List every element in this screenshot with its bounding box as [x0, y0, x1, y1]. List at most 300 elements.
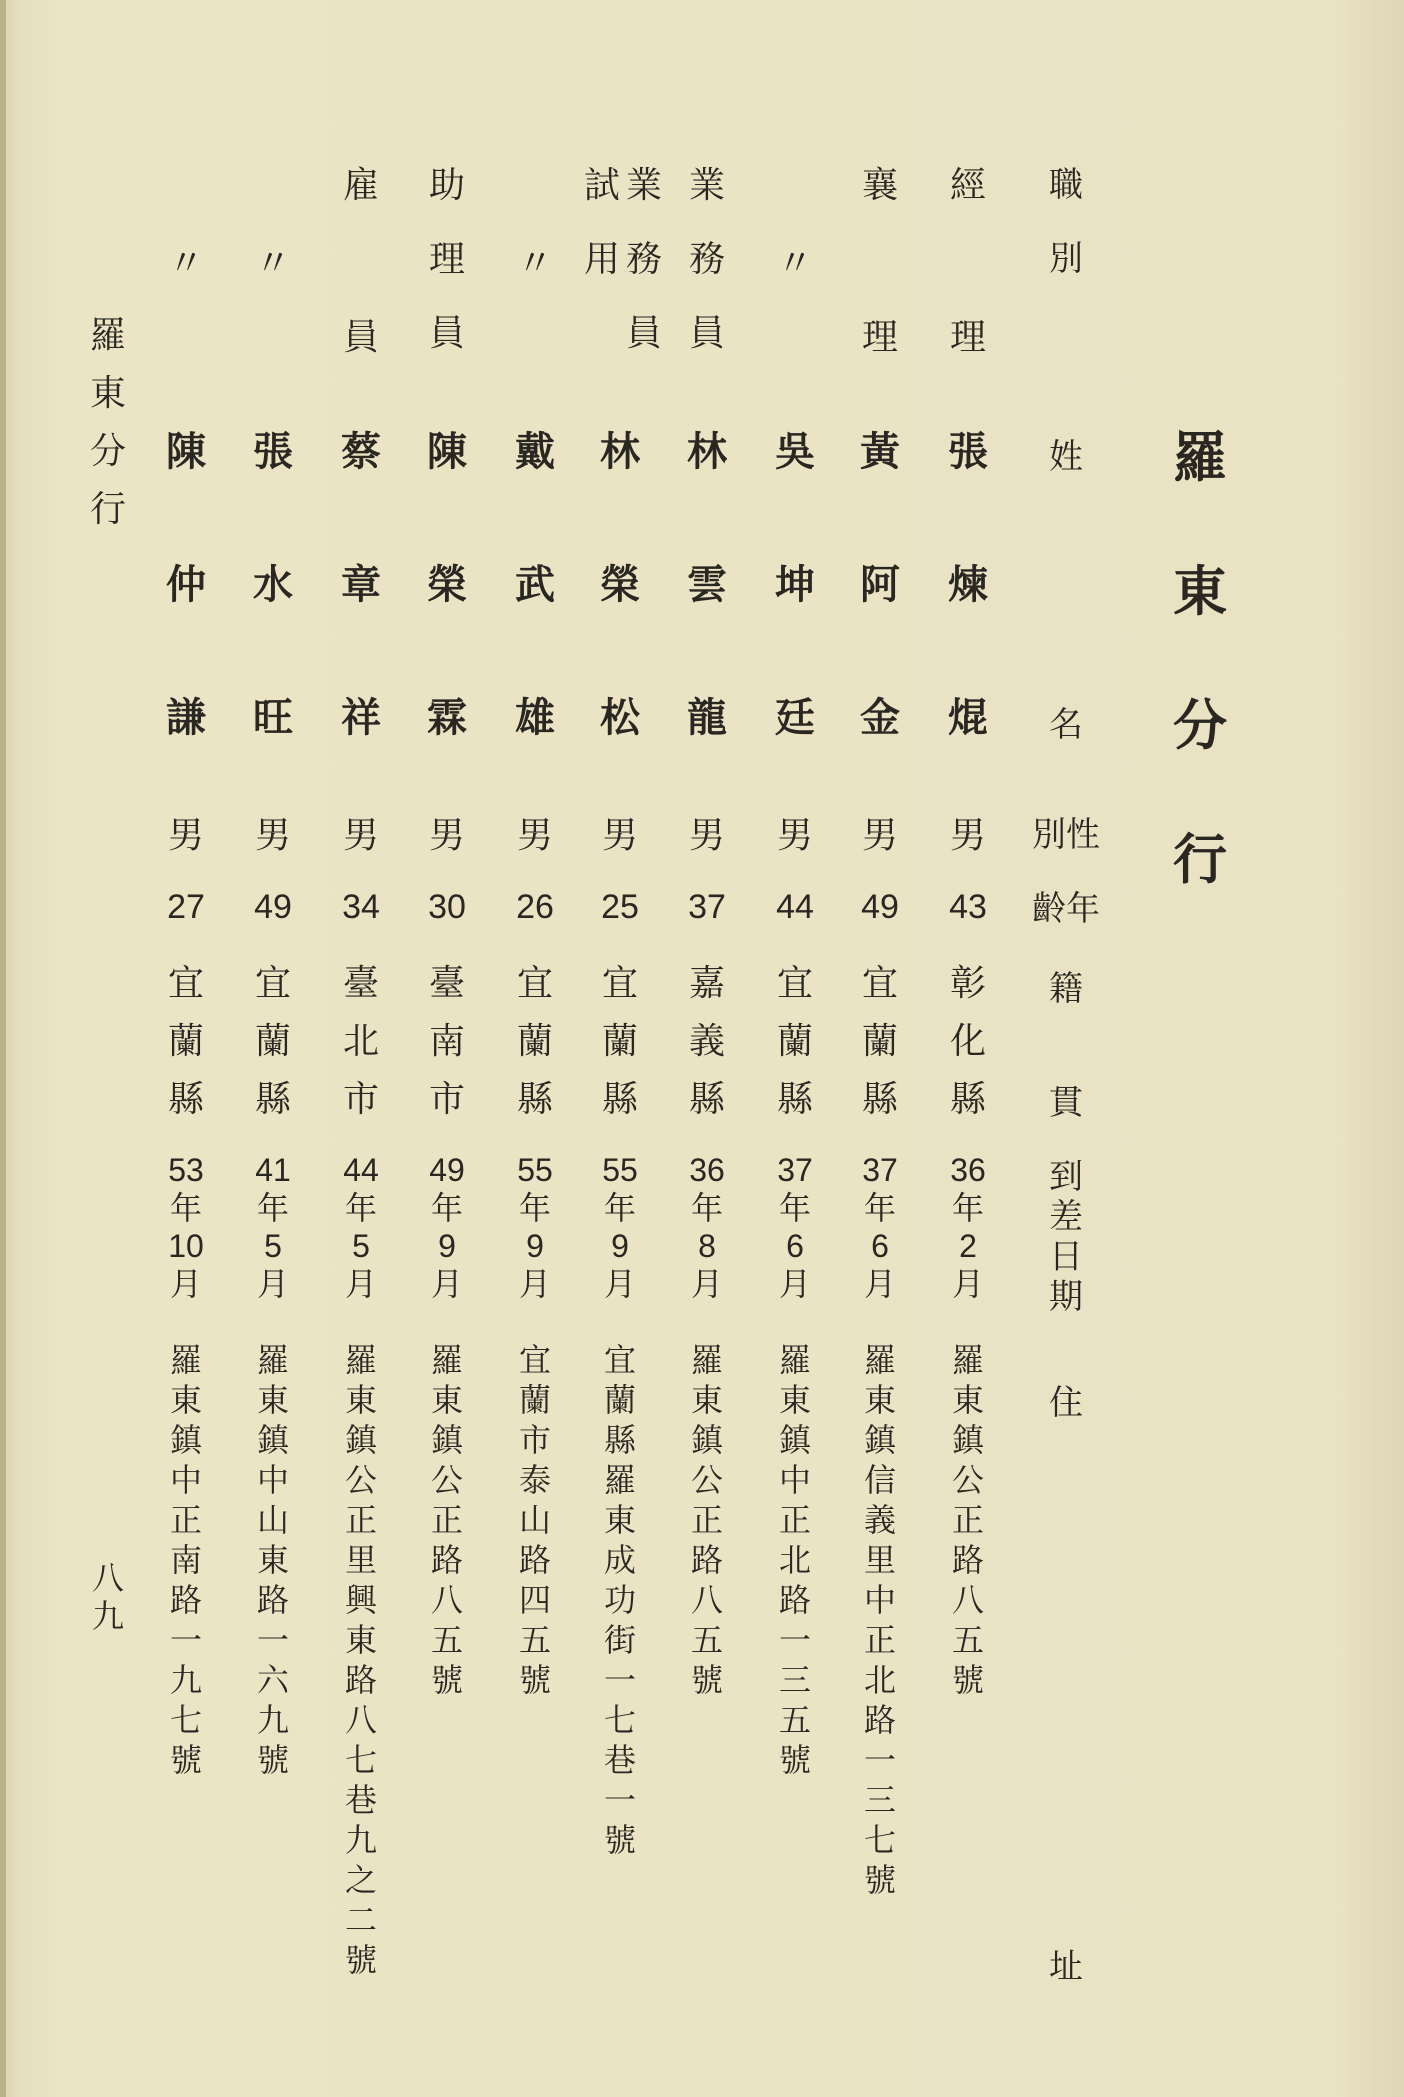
row-3-arrival-date-char: 月: [778, 1266, 811, 1302]
row-3-address-char: 中: [778, 1461, 811, 1499]
row-10-address-char: 正: [169, 1501, 202, 1539]
row-9-name: [243, 428, 303, 831]
row-10-address-char: 一: [169, 1621, 202, 1659]
row-7-arrival-date: [417, 1154, 477, 1306]
row-5-origin-char: 縣: [601, 1079, 638, 1120]
row-5-position-b-char: 試: [583, 165, 620, 206]
row-1-name: [938, 428, 998, 831]
row-5-arrival-date-char: 9: [611, 1228, 629, 1264]
row-9-position-char: 〃: [254, 243, 291, 284]
row-5-origin-char: 蘭: [601, 1021, 638, 1062]
row-7-address-char: 公: [430, 1461, 463, 1499]
row-4-position-char: 務: [688, 239, 725, 280]
row-8-address-char: 之: [344, 1861, 377, 1899]
header-address-2-char: 址: [1049, 1947, 1083, 1987]
row-6-sex: [505, 815, 565, 868]
row-1-position-1-char: 經: [949, 165, 986, 206]
row-9-sex-char: 男: [254, 815, 291, 856]
row-1-sex-char: 男: [949, 815, 986, 856]
row-10-position: [156, 243, 216, 306]
row-1-position-2-char: 理: [949, 317, 986, 358]
row-7-address: [417, 1341, 477, 1704]
row-5-address-char: 號: [603, 1821, 636, 1859]
row-5-name-char: 松: [600, 694, 640, 741]
row-5-address-char: 一: [603, 1661, 636, 1699]
row-6-age: 26: [516, 888, 554, 926]
row-6-origin: [505, 963, 565, 1140]
row-7-name-char: 陳: [427, 428, 467, 475]
row-10-arrival-date-char: 53: [168, 1152, 204, 1188]
row-7-origin-char: 臺: [428, 963, 465, 1004]
row-5-address-char: 羅: [603, 1461, 636, 1499]
row-9-name-char: 水: [253, 561, 293, 608]
row-1-name-char: 煉: [948, 561, 988, 608]
row-7-arrival-date-char: 月: [430, 1266, 463, 1302]
row-9-address-char: 中: [256, 1461, 289, 1499]
row-10-name-char: 仲: [166, 561, 206, 608]
row-7-name-char: 霖: [427, 694, 467, 741]
row-8-name-char: 章: [341, 561, 381, 608]
row-10-arrival-date-char: 月: [169, 1266, 202, 1302]
row-10-arrival-date-char: 10: [168, 1228, 204, 1264]
row-5-arrival-date-char: 年: [603, 1190, 636, 1226]
row-2-sex-char: 男: [861, 815, 898, 856]
row-5-address-char: 街: [603, 1621, 636, 1659]
row-7-position: [417, 165, 477, 390]
row-4-address-char: 五: [690, 1621, 723, 1659]
row-10-arrival-date: [156, 1154, 216, 1306]
row-10-address-char: 七: [169, 1701, 202, 1739]
row-9-name-char: 張: [253, 428, 293, 475]
row-7-address-char: 路: [430, 1541, 463, 1579]
row-8-address-char: 七: [344, 1741, 377, 1779]
header-name-1: [1036, 437, 1096, 500]
row-2-address-char: 北: [863, 1661, 896, 1699]
row-9-address-char: 六: [256, 1661, 289, 1699]
row-2-address-char: 信: [863, 1461, 896, 1499]
row-4-origin-char: 縣: [688, 1079, 725, 1120]
row-3-address-char: 北: [778, 1541, 811, 1579]
row-4-name-char: 龍: [687, 694, 727, 741]
page-number-char: 九: [91, 1597, 124, 1635]
row-9-position: [243, 243, 303, 306]
header-position: [1036, 165, 1096, 316]
row-4-arrival-date-char: 月: [690, 1266, 723, 1302]
row-10-origin-char: 宜: [167, 963, 204, 1004]
row-7-origin: [417, 963, 477, 1140]
row-10-name-char: 陳: [166, 428, 206, 475]
row-2-arrival-date-char: 6: [871, 1228, 889, 1264]
row-7-arrival-date-char: 年: [430, 1190, 463, 1226]
row-7-name: [417, 428, 477, 831]
row-9-origin: [243, 963, 303, 1140]
row-9-arrival-date-char: 41: [255, 1152, 291, 1188]
row-4-position-char: 業: [688, 165, 725, 206]
row-8-address-char: 巷: [344, 1781, 377, 1819]
row-8-origin-char: 臺: [342, 963, 379, 1004]
header-sex: [1032, 815, 1100, 858]
row-2-age: 49: [861, 888, 899, 926]
row-6-origin-char: 縣: [516, 1079, 553, 1120]
row-4-address-char: 公: [690, 1461, 723, 1499]
row-9-origin-char: 縣: [254, 1079, 291, 1120]
row-3-sex-char: 男: [776, 815, 813, 856]
row-2-name: [850, 428, 910, 831]
row-3-address-char: 一: [778, 1621, 811, 1659]
row-5-address-char: 宜: [603, 1341, 636, 1379]
header-origin-2: [1036, 1083, 1096, 1146]
row-9-address-char: 山: [256, 1501, 289, 1539]
row-1-origin-char: 縣: [949, 1079, 986, 1120]
row-6-name: [505, 428, 565, 831]
row-3-name: [765, 428, 825, 831]
row-3-name-char: 坤: [775, 561, 815, 608]
header-arrival: [1036, 1157, 1096, 1320]
row-2-origin-char: 縣: [861, 1079, 898, 1120]
row-4-sex-char: 男: [688, 815, 725, 856]
row-2-address-char: 義: [863, 1501, 896, 1539]
row-10-address-char: 羅: [169, 1341, 202, 1379]
row-5-arrival-date-char: 月: [603, 1266, 636, 1302]
page-title: [1170, 425, 1230, 966]
row-2-sex: [850, 815, 910, 868]
row-9-arrival-date-char: 月: [256, 1266, 289, 1302]
side-branch-label-char: 東: [89, 373, 126, 414]
row-6-arrival-date-char: 9: [526, 1228, 544, 1264]
row-9-arrival-date: [243, 1154, 303, 1306]
row-3-arrival-date-char: 37: [777, 1152, 813, 1188]
row-10-address-char: 號: [169, 1741, 202, 1779]
row-5-origin-char: 宜: [601, 963, 638, 1004]
row-10-origin-char: 蘭: [167, 1021, 204, 1062]
row-1-address-char: 號: [951, 1661, 984, 1699]
row-6-origin-char: 宜: [516, 963, 553, 1004]
row-5-address-char: 七: [603, 1701, 636, 1739]
row-5-position-a-char: 員: [625, 313, 662, 354]
row-8-address-char: 東: [344, 1621, 377, 1659]
row-2-position-1: [850, 165, 910, 228]
row-9-arrival-date-char: 年: [256, 1190, 289, 1226]
row-4-sex: [677, 815, 737, 868]
row-7-address-char: 五: [430, 1621, 463, 1659]
row-3-sex: [765, 815, 825, 868]
row-4-age: 37: [688, 888, 726, 926]
row-6-position-char: 〃: [516, 243, 553, 284]
row-6-address-char: 路: [518, 1541, 551, 1579]
row-7-address-char: 號: [430, 1661, 463, 1699]
row-5-address-char: 一: [603, 1781, 636, 1819]
row-1-address-char: 正: [951, 1501, 984, 1539]
row-4-name-char: 林: [687, 428, 727, 475]
row-6-arrival-date: [505, 1154, 565, 1306]
row-4-arrival-date-char: 年: [690, 1190, 723, 1226]
row-8-address-char: 號: [344, 1941, 377, 1979]
header-address-2: [1036, 1947, 1096, 2010]
page-title-char: 分: [1173, 693, 1227, 757]
page-number-char: 八: [91, 1559, 124, 1597]
row-2-address-char: 路: [863, 1701, 896, 1739]
row-8-address-char: 里: [344, 1541, 377, 1579]
row-1-address-char: 鎮: [951, 1421, 984, 1459]
row-7-address-char: 東: [430, 1381, 463, 1419]
row-5-position-a-char: 業: [625, 165, 662, 206]
row-8-address-char: 鎮: [344, 1421, 377, 1459]
row-1-address-char: 八: [951, 1581, 984, 1619]
row-4-address-char: 八: [690, 1581, 723, 1619]
header-name-2: [1036, 705, 1096, 768]
row-10-address-char: 路: [169, 1581, 202, 1619]
row-5-address-char: 成: [603, 1541, 636, 1579]
row-4-arrival-date: [677, 1154, 737, 1306]
row-8-address-char: 八: [344, 1701, 377, 1739]
row-5-position-b-char: 用: [583, 239, 620, 280]
row-6-arrival-date-char: 月: [518, 1266, 551, 1302]
row-6-address-char: 號: [518, 1661, 551, 1699]
row-1-arrival-date: [938, 1154, 998, 1306]
row-2-arrival-date-char: 37: [862, 1152, 898, 1188]
row-3-name-char: 吳: [775, 428, 815, 475]
row-5-sex-char: 男: [601, 815, 638, 856]
row-10-age: 27: [167, 888, 205, 926]
row-2-address-char: 正: [863, 1621, 896, 1659]
row-8-position-1: [331, 165, 391, 228]
row-5-arrival-date: [590, 1154, 650, 1306]
row-7-name-char: 榮: [427, 561, 467, 608]
row-1-name-char: 焜: [948, 694, 988, 741]
row-2-address-char: 鎮: [863, 1421, 896, 1459]
row-10-origin-char: 縣: [167, 1079, 204, 1120]
row-4-arrival-date-char: 8: [698, 1228, 716, 1264]
row-7-position-char: 理: [428, 239, 465, 280]
row-2-address-char: 號: [863, 1861, 896, 1899]
row-3-age: 44: [776, 888, 814, 926]
page-title-char: 羅: [1173, 425, 1227, 489]
row-7-sex: [417, 815, 477, 868]
row-10-address-char: 南: [169, 1541, 202, 1579]
row-2-name-char: 阿: [860, 561, 900, 608]
row-6-name-char: 戴: [515, 428, 555, 475]
row-4-origin: [677, 963, 737, 1140]
row-7-position-char: 助: [428, 165, 465, 206]
row-5-address-char: 縣: [603, 1421, 636, 1459]
row-2-origin-char: 宜: [861, 963, 898, 1004]
row-5-name: [590, 428, 650, 831]
row-4-address-char: 羅: [690, 1341, 723, 1379]
row-6-arrival-date-char: 55: [517, 1152, 553, 1188]
row-6-position: [505, 243, 565, 306]
row-7-address-char: 八: [430, 1581, 463, 1619]
row-8-sex-char: 男: [342, 815, 379, 856]
row-4-arrival-date-char: 36: [689, 1152, 725, 1188]
row-8-address-char: 二: [344, 1901, 377, 1939]
row-2-address-char: 東: [863, 1381, 896, 1419]
row-2-address-char: 三: [863, 1781, 896, 1819]
row-8-sex: [331, 815, 391, 868]
row-1-address-char: 路: [951, 1541, 984, 1579]
row-3-origin-char: 蘭: [776, 1021, 813, 1062]
row-2-address-char: 中: [863, 1581, 896, 1619]
row-2-arrival-date-char: 月: [863, 1266, 896, 1302]
row-8-address-char: 路: [344, 1661, 377, 1699]
row-6-address-char: 市: [518, 1421, 551, 1459]
header-address-1-char: 住: [1049, 1383, 1083, 1423]
row-10-name-char: 謙: [166, 694, 206, 741]
row-9-address-char: 東: [256, 1381, 289, 1419]
row-6-address-char: 宜: [518, 1341, 551, 1379]
row-1-name-char: 張: [948, 428, 988, 475]
row-5-name-char: 榮: [600, 561, 640, 608]
row-8-name-char: 祥: [341, 694, 381, 741]
row-9-address-char: 東: [256, 1541, 289, 1579]
row-5-sex: [590, 815, 650, 868]
row-1-arrival-date-char: 年: [951, 1190, 984, 1226]
row-9-address-char: 路: [256, 1581, 289, 1619]
row-3-address-char: 羅: [778, 1341, 811, 1379]
header-sex-text: 別性: [1032, 815, 1100, 855]
row-4-origin-char: 嘉: [688, 963, 725, 1004]
row-7-origin-char: 市: [428, 1079, 465, 1120]
row-4-address-char: 正: [690, 1501, 723, 1539]
row-5-arrival-date-char: 55: [602, 1152, 638, 1188]
row-6-name-char: 武: [515, 561, 555, 608]
row-9-origin-char: 宜: [254, 963, 291, 1004]
row-10-origin: [156, 963, 216, 1140]
page-number: [78, 1559, 138, 1638]
row-5-address-char: 巷: [603, 1741, 636, 1779]
row-10-address-char: 鎮: [169, 1421, 202, 1459]
row-10-address-char: 東: [169, 1381, 202, 1419]
row-2-arrival-date: [850, 1154, 910, 1306]
row-8-age: 34: [342, 888, 380, 926]
row-3-address-char: 正: [778, 1501, 811, 1539]
row-9-name-char: 旺: [253, 694, 293, 741]
header-name-1-char: 姓: [1049, 437, 1083, 477]
row-8-arrival-date-char: 年: [344, 1190, 377, 1226]
row-8-address-char: 公: [344, 1461, 377, 1499]
row-3-position: [765, 243, 825, 306]
row-4-address-char: 鎮: [690, 1421, 723, 1459]
row-2-address-char: 一: [863, 1741, 896, 1779]
row-8-origin: [331, 963, 391, 1140]
row-3-origin-char: 縣: [776, 1079, 813, 1120]
header-origin-1: [1036, 969, 1096, 1032]
row-4-address: [677, 1341, 737, 1704]
row-1-address-char: 五: [951, 1621, 984, 1659]
row-2-name-char: 黃: [860, 428, 900, 475]
row-1-position-1: [938, 165, 998, 228]
row-6-address-char: 泰: [518, 1461, 551, 1499]
page-spine-edge: [0, 0, 6, 2097]
row-2-address-char: 七: [863, 1821, 896, 1859]
row-1-age: 43: [949, 888, 987, 926]
row-8-address-char: 九: [344, 1821, 377, 1859]
row-2-arrival-date-char: 年: [863, 1190, 896, 1226]
row-1-address-char: 東: [951, 1381, 984, 1419]
row-1-address-char: 公: [951, 1461, 984, 1499]
row-7-address-char: 正: [430, 1501, 463, 1539]
row-8-address-char: 東: [344, 1381, 377, 1419]
row-8-name-char: 蔡: [341, 428, 381, 475]
row-3-address-char: 號: [778, 1741, 811, 1779]
row-4-position-char: 員: [688, 313, 725, 354]
side-branch-label: [78, 315, 138, 550]
row-3-address: [765, 1341, 825, 1784]
row-7-position-char: 員: [428, 313, 465, 354]
row-3-position-char: 〃: [776, 243, 813, 284]
row-1-address-char: 羅: [951, 1341, 984, 1379]
row-1-address: [938, 1341, 998, 1704]
row-2-position-2: [850, 317, 910, 380]
header-origin-1-char: 籍: [1049, 969, 1083, 1009]
header-arrival-char: 差: [1049, 1197, 1083, 1237]
row-2-address: [850, 1341, 910, 1904]
row-3-origin: [765, 963, 825, 1140]
header-position-char: 別: [1049, 239, 1083, 279]
row-8-position-1-char: 雇: [342, 165, 379, 206]
row-6-arrival-date-char: 年: [518, 1190, 551, 1226]
row-7-origin-char: 南: [428, 1021, 465, 1062]
row-4-origin-char: 義: [688, 1021, 725, 1062]
row-2-name-char: 金: [860, 694, 900, 741]
row-3-arrival-date-char: 年: [778, 1190, 811, 1226]
row-9-age: 49: [254, 888, 292, 926]
row-6-address-char: 五: [518, 1621, 551, 1659]
row-9-address-char: 一: [256, 1621, 289, 1659]
row-8-arrival-date-char: 44: [343, 1152, 379, 1188]
row-2-origin-char: 蘭: [861, 1021, 898, 1062]
row-5-position-b: [572, 165, 632, 316]
row-10-sex: [156, 815, 216, 868]
row-3-address-char: 東: [778, 1381, 811, 1419]
row-1-origin-char: 化: [949, 1021, 986, 1062]
row-10-sex-char: 男: [167, 815, 204, 856]
row-1-origin: [938, 963, 998, 1140]
row-5-address-char: 蘭: [603, 1381, 636, 1419]
row-8-position-2: [331, 317, 391, 380]
row-10-name: [156, 428, 216, 831]
header-arrival-char: 日: [1049, 1237, 1083, 1277]
row-9-origin-char: 蘭: [254, 1021, 291, 1062]
header-origin-2-char: 貫: [1049, 1083, 1083, 1123]
row-2-address-char: 羅: [863, 1341, 896, 1379]
row-3-arrival-date: [765, 1154, 825, 1306]
row-5-address-char: 功: [603, 1581, 636, 1619]
row-10-arrival-date-char: 年: [169, 1190, 202, 1226]
header-age: [1032, 889, 1100, 932]
row-7-arrival-date-char: 9: [438, 1228, 456, 1264]
side-branch-label-char: 羅: [89, 315, 126, 356]
row-9-address: [243, 1341, 303, 1784]
row-5-address: [590, 1341, 650, 1864]
row-5-origin: [590, 963, 650, 1140]
row-8-name: [331, 428, 391, 831]
row-1-arrival-date-char: 2: [959, 1228, 977, 1264]
row-4-address-char: 路: [690, 1541, 723, 1579]
row-8-address-char: 正: [344, 1501, 377, 1539]
row-8-position-2-char: 員: [342, 317, 379, 358]
row-5-address-char: 東: [603, 1501, 636, 1539]
row-4-address-char: 號: [690, 1661, 723, 1699]
side-branch-label-char: 分: [89, 431, 126, 472]
row-1-sex: [938, 815, 998, 868]
row-3-arrival-date-char: 6: [786, 1228, 804, 1264]
row-6-address-char: 蘭: [518, 1381, 551, 1419]
row-8-arrival-date-char: 5: [352, 1228, 370, 1264]
row-8-origin-char: 北: [342, 1021, 379, 1062]
row-6-address-char: 山: [518, 1501, 551, 1539]
row-4-name: [677, 428, 737, 831]
row-1-position-2: [938, 317, 998, 380]
